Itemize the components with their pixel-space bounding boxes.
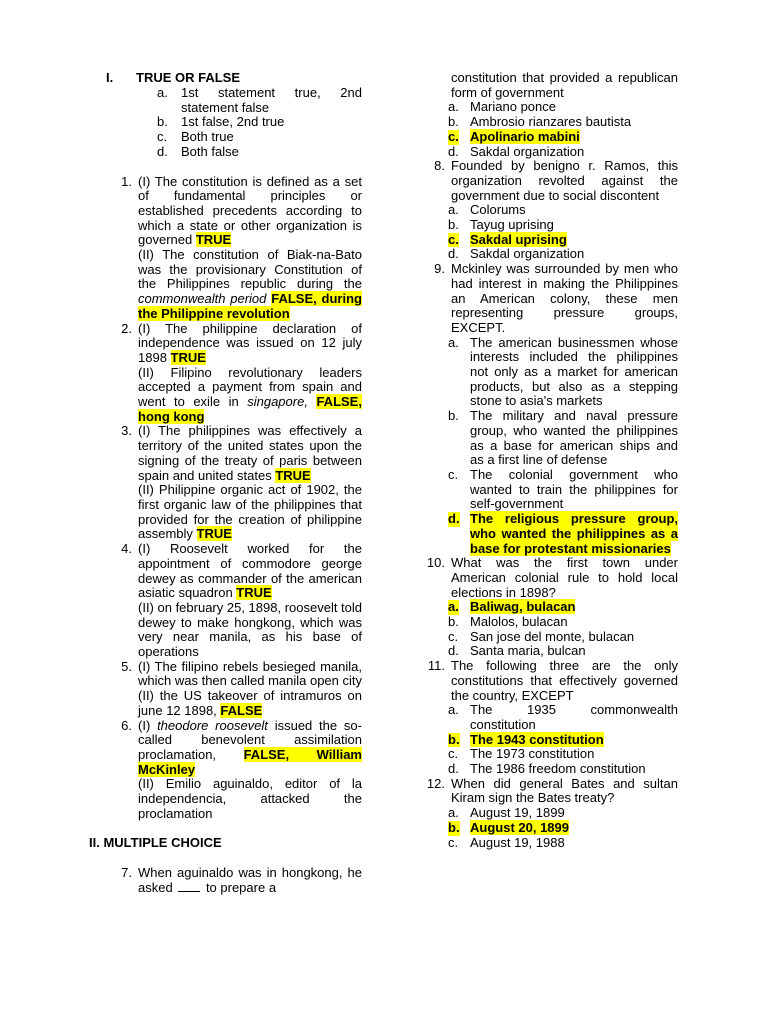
answer-highlight: TRUE [236, 585, 272, 601]
section1-header [106, 70, 362, 86]
answer-highlight: FALSE, during the Philippine revolution [138, 291, 362, 321]
mc-question-7-cont: constitution that provided a republican form of government [451, 70, 678, 100]
answer-highlight: TRUE [275, 467, 311, 483]
answer-highlight: FALSE [220, 702, 263, 718]
q10-option-d: d. Santa maria, bulcan [448, 643, 586, 659]
answer-highlight: Apolinario mabini [470, 128, 580, 144]
q7-options [425, 100, 678, 159]
legend-item-b: b. 1st false, 2nd true [157, 114, 285, 130]
statement-1: (I) theodore roosevelt issued the so-called benevolent assimilation proclamation, FALSE, William McKinley [138, 717, 362, 777]
mc-question-9: 9. Mckinley was surrounded by men who had interest in making the Philippines an American colony, these men representing pressure groups, EXCEPT. [434, 261, 678, 335]
statement-1: (I) The constitution is defined as a set of fundamental principles or established precedents according to which a state or other organization is governed TRUE [138, 173, 362, 248]
q7-option-d: d. Sakdal organization [448, 143, 585, 159]
q10-option-c: c. San jose del monte, bulacan [448, 628, 635, 644]
mc-question-12: 12. When did general Bates and sultan Kiram sign the Bates treaty? [426, 775, 678, 806]
statement-2: (II) the US takeover of intramuros on june 12 1898, FALSE [138, 688, 362, 718]
q11-option-a: a. The 1935 commonwealth constitution [448, 702, 678, 732]
tf-item-1: 1. (I) The constitution is defined as a set of fundamental principles or established precedents according to which a state or other organization is governed TRUE (II) The constitution of Biak-na-Bato was the provisionary Constitution of the Philippines republic during the commonwealth period FALSE, during the Philippine revolution [121, 173, 362, 321]
q10-options [425, 600, 678, 659]
answer-highlight: Baliwag, bulacan [470, 599, 576, 615]
q8-option-b: b. Tayug uprising [448, 217, 554, 233]
right-column [425, 71, 678, 850]
answer-key-legend [112, 86, 362, 160]
mc-question-8: 8. Founded by benigno r. Ramos, this organization revolted against the government due to social discontent [434, 158, 678, 203]
q11-option-c: c. The 1973 constitution [448, 746, 595, 762]
answer-highlight: Sakdal uprising [470, 231, 567, 247]
answer-highlight: The religious pressure group, who wanted the philippines as a base for protestant missionaries [470, 511, 678, 556]
q9-options [425, 336, 678, 557]
q9-option-a: a. The american businessmen whose interests included the philippines not only as a market for american products, but also as a stepping stone to asia's markets [448, 334, 678, 409]
q8-options [425, 203, 678, 262]
legend-item-d: d. Both false [157, 143, 239, 159]
mc-question-7: 7. When aguinaldo was in hongkong, he asked to prepare a [121, 865, 362, 895]
tf-item-3: 3. (I) The philippines was effectively a territory of the united states upon the signing of the treaty of paris between spain and united states TRUE (II) Philippine organic act of 1902, the first organic law of the philippines that provided for the creation of philippine assembly TRUE [121, 423, 362, 542]
answer-highlight: TRUE [170, 349, 206, 365]
tf-item-4: 4. (I) Roosevelt worked for the appointment of commodore george dewey as commander of the american asiatic squadron TRUE (II) on february 25, 1898, roosevelt told dewey to make hongkong, which was very near manila, as his base of operations [121, 541, 363, 660]
q8-option-d: d. Sakdal organization [448, 246, 585, 262]
answer-blank [178, 882, 200, 892]
answer-highlight: FALSE, hong kong [138, 394, 362, 424]
answer-highlight: The 1943 constitution [470, 731, 604, 747]
q8-option-a: a. Colorums [448, 202, 526, 218]
q11-option-b: b. The 1943 constitution [448, 731, 604, 747]
tf-item-6: 6. (I) theodore roosevelt issued the so-called benevolent assimilation proclamation, FALSE, William McKinley (II) Emilio aguinaldo, editor of la independencia, attacked the proclamation [121, 717, 362, 821]
q9-option-c: c. The colonial government who wanted to train the philippines for self-government [448, 466, 678, 512]
answer-highlight: August 20, 1899 [470, 819, 569, 835]
q12-option-c: c. August 19, 1988 [448, 834, 565, 850]
statement-2: (II) Philippine organic act of 1902, the first organic law of the philippines that provided for the creation of philippine assembly TRUE [138, 482, 362, 542]
q8-option-c: c. Sakdal uprising [448, 231, 567, 247]
statement-1: (I) Roosevelt worked for the appointment of commodore george dewey as commander of the american asiatic squadron TRUE [138, 541, 362, 601]
q7-option-b: b. Ambrosio rianzares bautista [448, 114, 632, 130]
section2-title: II. MULTIPLE CHOICE [89, 835, 222, 851]
q12-option-b: b. August 20, 1899 [448, 819, 569, 835]
tf-item-2: 2. (I) The philippine declaration of independence was issued on 12 july 1898 TRUE (II) Filipino revolutionary leaders accepted a payment from spain and went to exile in singapore, FALSE, hong kong [121, 320, 362, 424]
q10-option-a: a. Baliwag, bulacan [448, 599, 576, 615]
left-column [89, 70, 363, 896]
statement-1: (I) The philippines was effectively a territory of the united states upon the signing of the treaty of paris between spain and united states TRUE [138, 423, 362, 483]
section1-title: TRUE OR FALSE [136, 70, 241, 85]
mc-question-11: 11. The following three are the only constitutions that effectively governed the country, EXCEPT [427, 658, 678, 703]
q10-option-b: b. Malolos, bulacan [448, 614, 568, 630]
legend-item-a: a. 1st statement true, 2nd statement false [157, 85, 362, 115]
answer-highlight: TRUE [195, 232, 232, 248]
q7-option-c: c. Apolinario mabini [448, 128, 580, 144]
legend-item-c: c. Both true [157, 129, 234, 145]
q7-option-a: a. Mariano ponce [448, 99, 556, 115]
q11-options [425, 703, 678, 777]
q12-options [425, 806, 678, 850]
statement-2: (II) on february 25, 1898, roosevelt told dewey to make hongkong, which was very near manila, as his base of operations [138, 599, 363, 660]
statement-1: (I) The filipino rebels besieged manila, which was then called manila open city [138, 658, 363, 689]
answer-highlight: FALSE, William McKinley [138, 746, 362, 777]
statement-2: (II) The constitution of Biak-na-Bato was the provisionary Constitution of the Philippines republic during the commonwealth period FALSE, during the Philippine revolution [138, 247, 362, 321]
statement-1: (I) The philippine declaration of independence was issued on 12 july 1898 TRUE [138, 320, 362, 365]
q12-option-a: a. August 19, 1899 [448, 805, 565, 821]
q9-option-d: d. The religious pressure group, who wanted the philippines as a base for protestant missionaries [448, 511, 678, 556]
q9-option-b: b. The military and naval pressure group, who wanted the philippines as a base for american ships and as a first line of defense [448, 408, 678, 468]
q11-option-d: d. The 1986 freedom constitution [448, 761, 646, 777]
tf-item-5: 5. (I) The filipino rebels besieged manila, which was then called manila open city (II) the US takeover of intramuros on june 12 1898, FALSE [121, 658, 363, 718]
section1-numeral: I. [106, 70, 114, 85]
answer-highlight: TRUE [196, 526, 232, 542]
mc-question-10: 10. What was the first town under American colonial rule to hold local elections in 1898? [426, 555, 678, 600]
statement-2: (II) Emilio aguinaldo, editor of la independencia, attacked the proclamation [138, 776, 362, 821]
statement-2: (II) Filipino revolutionary leaders accepted a payment from spain and went to exile in singapore, FALSE, hong kong [138, 364, 362, 424]
